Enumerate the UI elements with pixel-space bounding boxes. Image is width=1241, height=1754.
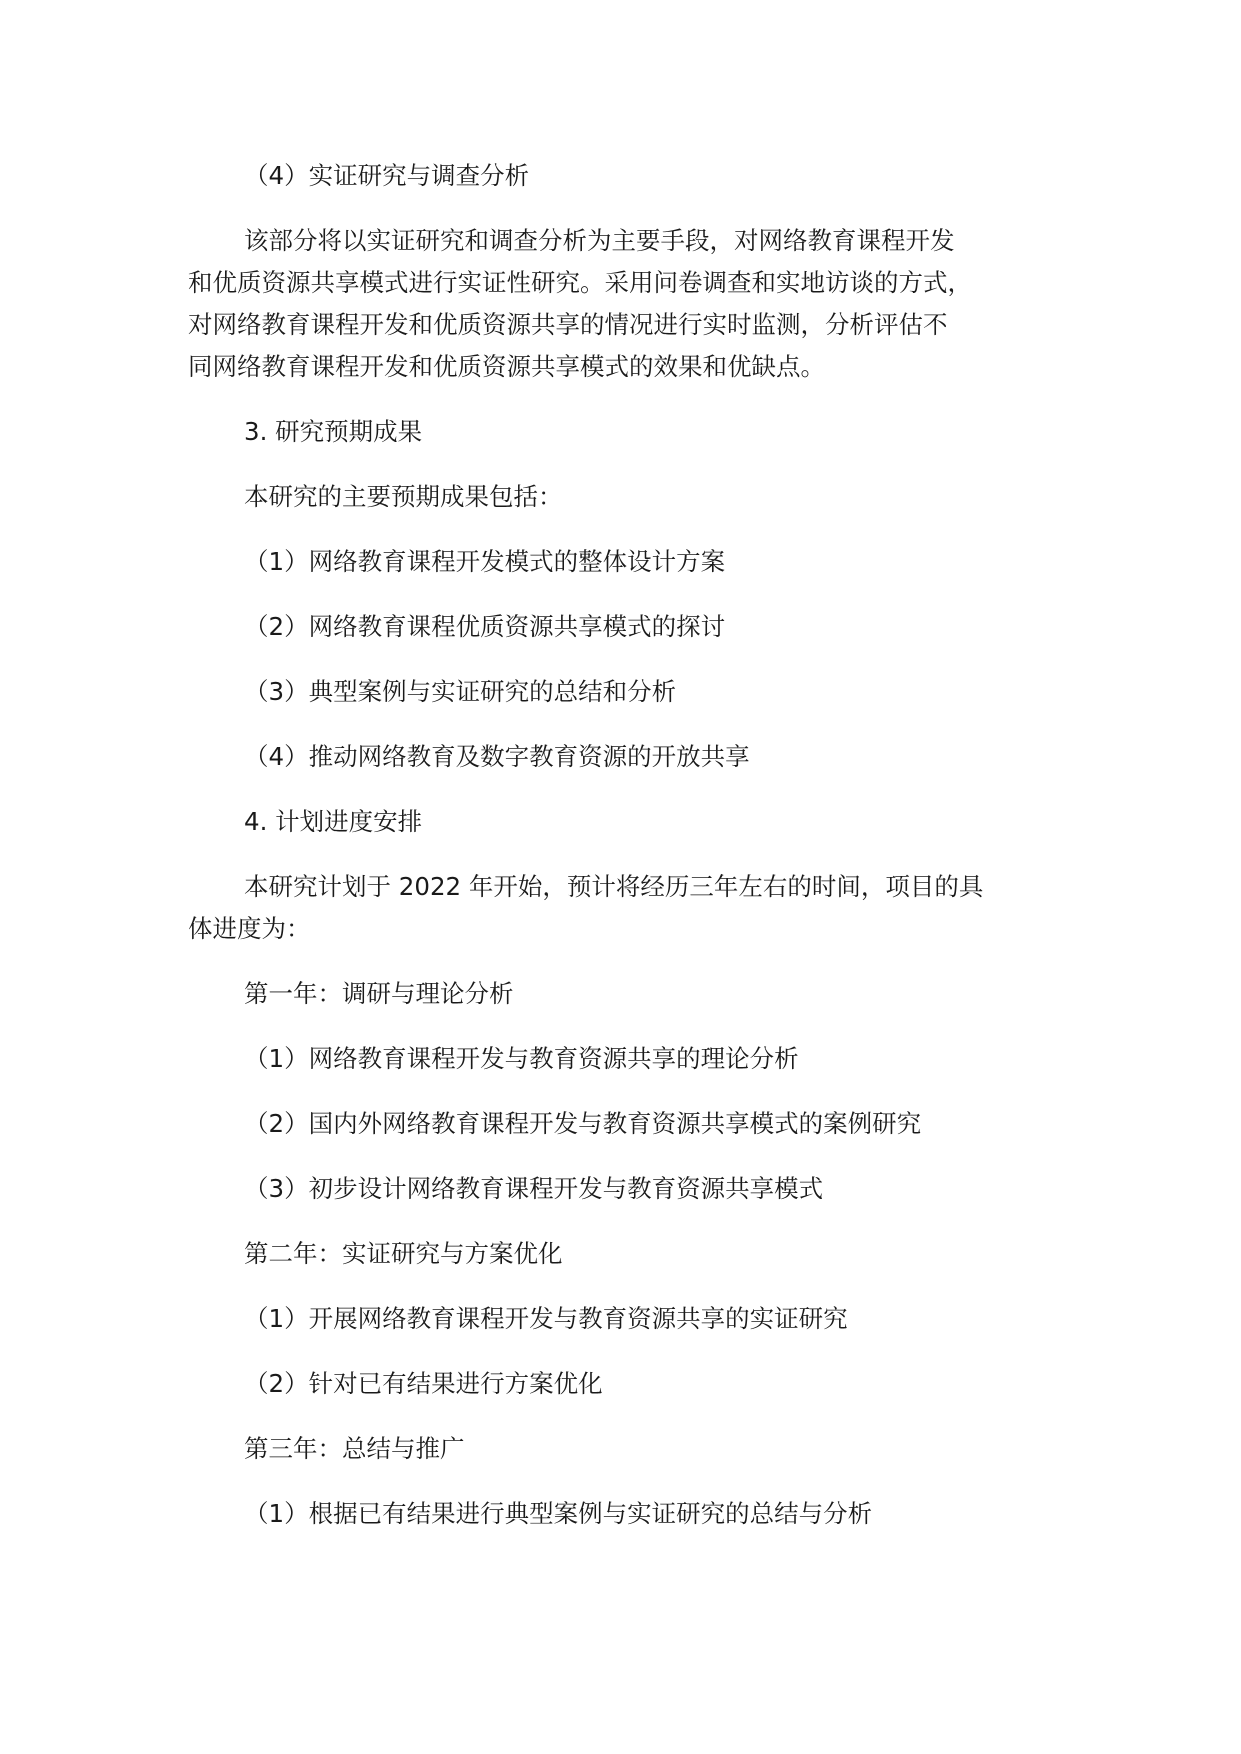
paragraph-line: 和优质资源共享模式进行实证性研究。采用问卷调查和实地访谈的方式，	[188, 268, 972, 297]
paragraph-line: 该部分将以实证研究和调查分析为主要手段，对网络教育课程开发	[244, 226, 955, 255]
list-item: （4）推动网络教育及数字教育资源的开放共享	[244, 742, 750, 771]
list-item: （2）国内外网络教育课程开发与教育资源共享模式的案例研究	[244, 1109, 922, 1138]
list-item: （3）初步设计网络教育课程开发与教育资源共享模式	[244, 1174, 824, 1203]
section-heading: 4. 计划进度安排	[244, 807, 423, 836]
paragraph-line: 对网络教育课程开发和优质资源共享的情况进行实时监测，分析评估不	[188, 310, 948, 339]
section-item: 本研究的主要预期成果包括：	[244, 482, 563, 511]
paragraph-line: 体进度为：	[188, 914, 311, 943]
list-item: （3）典型案例与实证研究的总结和分析	[244, 677, 677, 706]
year-heading: 第一年：调研与理论分析	[244, 979, 514, 1008]
list-item: （1）网络教育课程开发与教育资源共享的理论分析	[244, 1044, 799, 1073]
list-item: （1）根据已有结果进行典型案例与实证研究的总结与分析	[244, 1499, 873, 1528]
year-heading: 第二年：实证研究与方案优化	[244, 1239, 563, 1268]
paragraph-schedule	[188, 866, 1068, 950]
list-item: （1）开展网络教育课程开发与教育资源共享的实证研究	[244, 1304, 848, 1333]
list-item: （2）针对已有结果进行方案优化	[244, 1369, 603, 1398]
section-heading: 3. 研究预期成果	[244, 417, 423, 446]
paragraph-empirical-research	[188, 220, 1068, 388]
paragraph-line: 同网络教育课程开发和优质资源共享模式的效果和优缺点。	[188, 352, 825, 381]
list-item: （2）网络教育课程优质资源共享模式的探讨	[244, 612, 726, 641]
list-item: （1）网络教育课程开发模式的整体设计方案	[244, 547, 726, 576]
section-item: （4）实证研究与调查分析	[244, 161, 530, 190]
document-body	[188, 155, 1068, 1558]
paragraph-line: 本研究计划于 2022 年开始，预计将经历三年左右的时间，项目的具	[244, 872, 984, 901]
year-heading: 第三年：总结与推广	[244, 1434, 465, 1463]
